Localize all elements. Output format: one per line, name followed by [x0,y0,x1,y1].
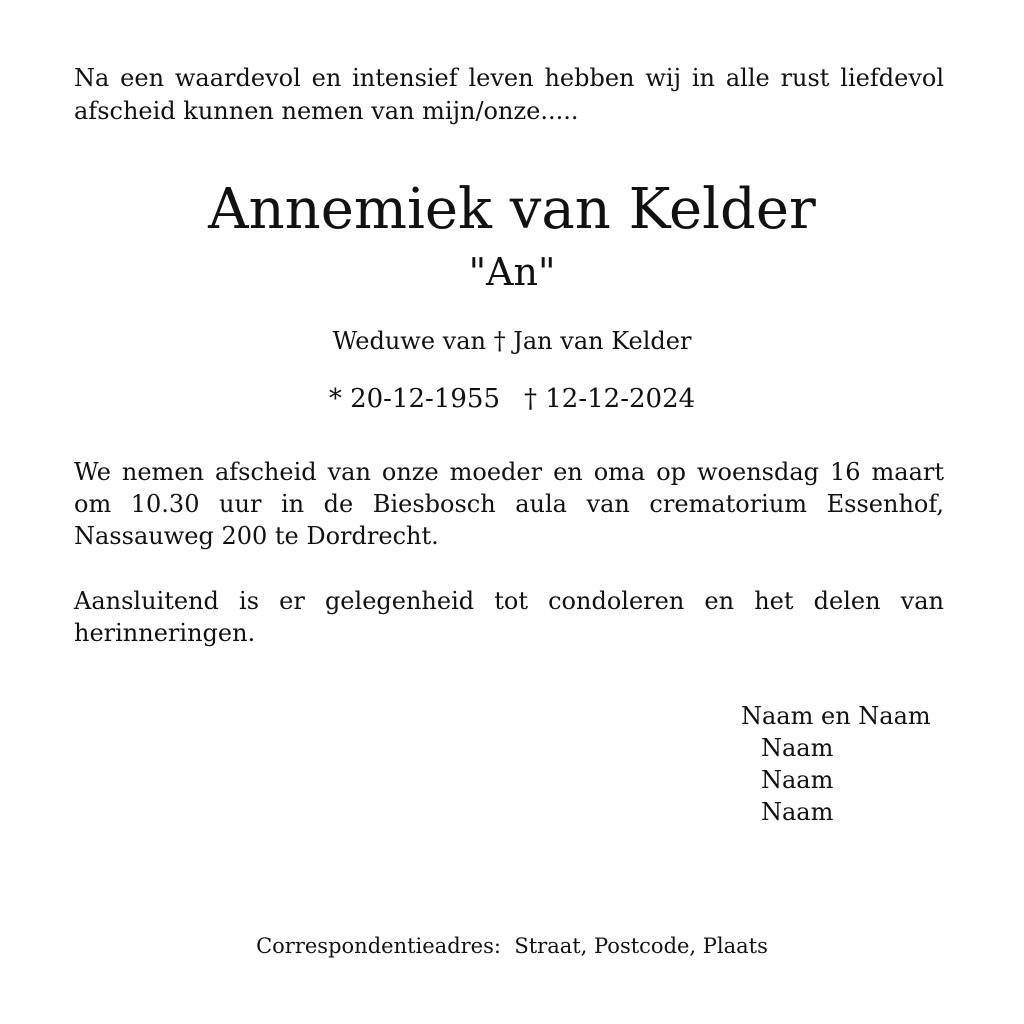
signer-name: Naam en Naam [741,702,931,730]
signer-name: Naam [761,798,834,826]
widow-of-line: Weduwe van † Jan van Kelder [332,327,692,355]
ceremony-paragraph: We nemen afscheid van onze moeder en oma op woensdag 16 maart om 10.30 uur in de Biesbosch aula van crematorium Essenhof, Nassauweg 200 te Dordrecht. [74,458,944,550]
correspondence-address [0,930,1024,962]
death-symbol: † [524,384,537,414]
signer-name: Naam [761,734,834,762]
signers-block [741,700,931,828]
birth-symbol: * [328,384,342,414]
signer-name: Naam [761,766,834,794]
correspondence-value: Straat, Postcode, Plaats [514,934,768,958]
life-dates [0,380,1024,418]
correspondence-label: Correspondentieadres: [256,934,501,958]
death-date: 12-12-2024 [545,384,696,414]
deceased-nickname: "An" [468,250,556,294]
deceased-name: Annemiek van Kelder [208,177,816,242]
birth-date: 20-12-1955 [350,384,500,414]
intro-text: Na een waardevol en intensief leven hebben wij in alle rust liefdevol afscheid kunnen nemen van mijn/onze..... [74,64,944,125]
condolence-paragraph: Aansluitend is er gelegenheid tot condoleren en het delen van herinneringen. [74,587,944,647]
